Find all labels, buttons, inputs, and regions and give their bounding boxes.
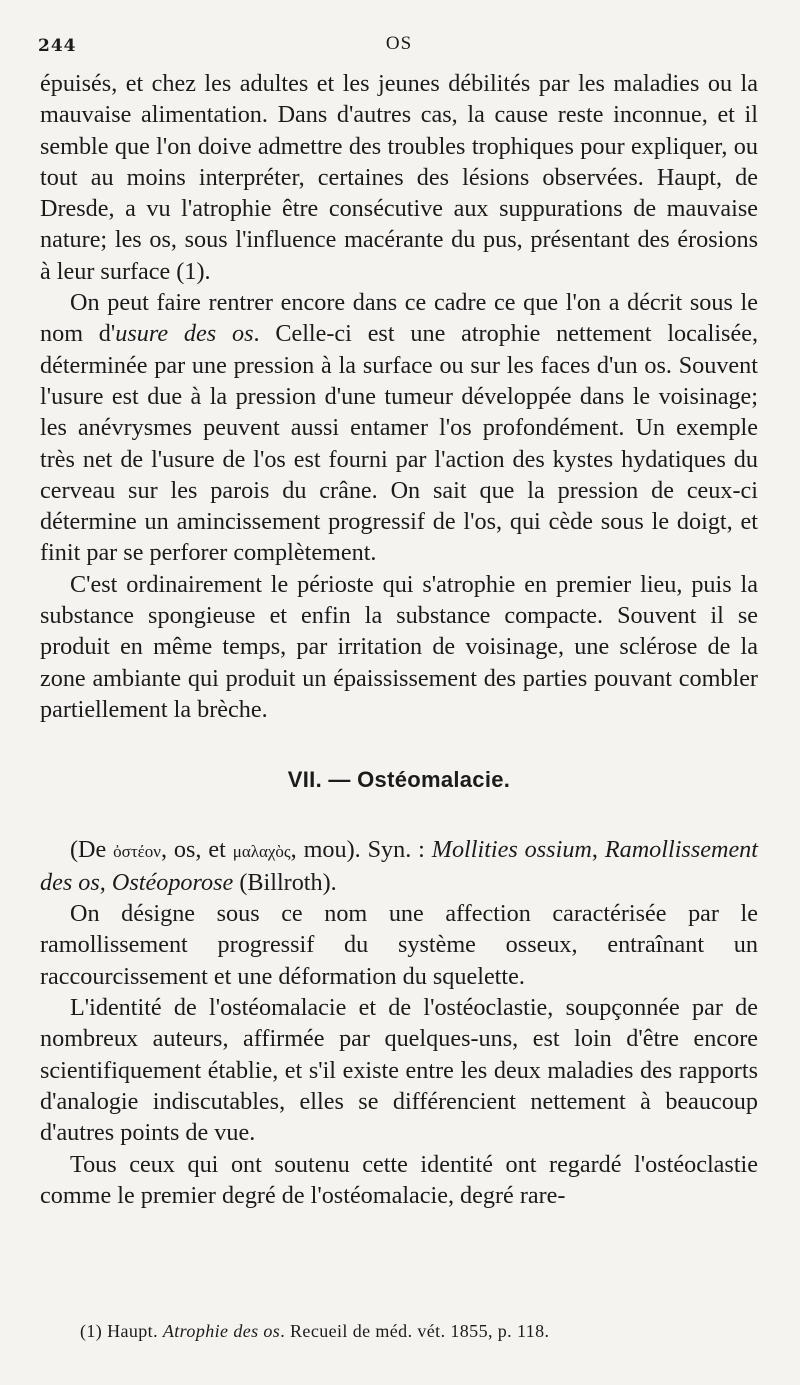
- def-part-4: ,: [591, 835, 605, 863]
- running-title: OS: [385, 33, 413, 54]
- paragraph-continuation: épuisés, et chez les adultes et les jeunes débilités par les maladies ou la mauvaise alimentation. Dans d'autres cas, la cause reste inconnue, et il semble que l'on doive admettre des troubles trophiques pour expliquer, ou tout au moins interpréter, certaines des lésions observées. Haupt, de Dresde, a vu l'atrophie être consécutive aux suppurations de mauvaise nature; les os, sous l'influence macérante du pus, présentant des érosions à leur surface (1).: [40, 70, 758, 285]
- synonym-osteoporose: Ostéoporose: [111, 868, 234, 896]
- page-header: [38, 30, 760, 60]
- def-part-1: (De: [70, 835, 114, 863]
- section-heading: VII. — Ostéomalacie.: [287, 767, 511, 793]
- page-body: [40, 68, 758, 1211]
- paragraph-soutenu: Tous ceux qui ont soutenu cette identité ont regardé l'ostéoclastie comme le premier degré de l'ostéomalacie, degré rare-: [40, 1150, 758, 1209]
- def-part-6: (Billroth).: [233, 868, 337, 896]
- footnote: [80, 1321, 760, 1342]
- paragraph-designation: On désigne sous ce nom une affection caractérisée par le ramollissement progressif du système osseux, entraînant un raccourcissement et une déformation du squelette.: [40, 900, 758, 990]
- footnote-title: Atrophie des os: [162, 1321, 281, 1341]
- paragraph-usure: [40, 287, 758, 569]
- footnote-marker: (1) Haupt.: [80, 1321, 163, 1341]
- greek-osteon: ὀστέον: [113, 841, 161, 861]
- paragraph-definition: [40, 834, 758, 899]
- paragraph-usure-pre: On peut faire rentrer encore dans ce cadre ce que l'on a décrit sous le nom d': [40, 289, 758, 348]
- def-part-3: , mou). Syn. :: [290, 835, 432, 863]
- paragraph-identite: L'identité de l'ostéomalacie et de l'ostéoclastie, soupçonnée par de nombreux auteurs, affirmée par quelques-uns, est loin d'être encore scientifiquement établie, et s'il existe entre les deux maladies des rapports d'analogie indiscutables, elles se différencient nettement à beaucoup d'autres points de vue.: [40, 994, 758, 1147]
- footnote-reference: . Recueil de méd. vét. 1855, p. 118.: [280, 1321, 550, 1341]
- def-part-5: ,: [99, 868, 112, 896]
- page-number: 244: [38, 36, 77, 56]
- greek-malakos: μαλαχὸς: [232, 841, 291, 861]
- paragraph-perioste: C'est ordinairement le périoste qui s'atrophie en premier lieu, puis la substance spongieuse et enfin la substance compacte. Souvent il se produit en même temps, par irritation de voisinage, une sclérose de la zone ambiante qui produit un épaississement des parties pouvant combler partiellement la brèche.: [40, 570, 758, 723]
- synonym-ramollissement: Ramollissement des os: [40, 835, 758, 896]
- paragraph-usure-post: . Celle-ci est une atrophie nettement localisée, déterminée par une pression à la surface ou sur les faces d'un os. Souvent l'usure est due à la pression d'une tumeur développée dans le voisinage; les anévrysmes peuvent aussi entamer l'os profondément. Un exemple très net de l'usure de l'os est fourni par l'action des kystes hydatiques du cerveau sur les parois du crâne. On sait que la pression de ceux-ci détermine un amincissement progressif de l'os, qui cède sous le doigt, et finit par se perforer complètement.: [40, 320, 758, 567]
- def-part-2: , os, et: [160, 835, 233, 863]
- synonym-mollities: Mollities ossium: [431, 835, 592, 863]
- term-usure-des-os: usure des os: [115, 320, 254, 348]
